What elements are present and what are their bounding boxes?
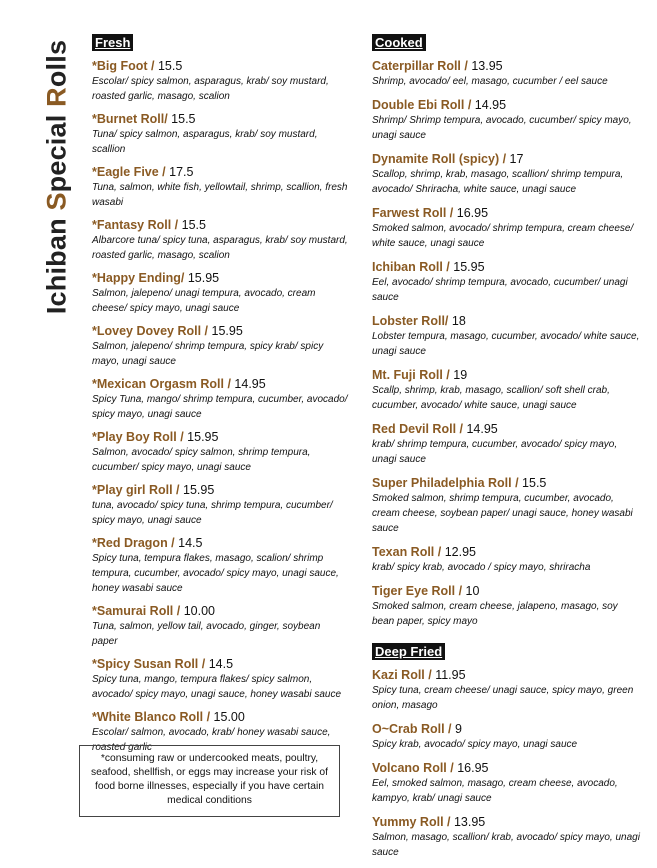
menu-item	[372, 58, 640, 89]
cooked-list	[372, 58, 640, 629]
menu-item	[372, 475, 640, 536]
menu-item-name: Tiger Eye Roll /	[372, 584, 463, 598]
menu-item-description: Scallop, shrimp, krab, masago, scallion/ shrimp tempura, avocado/ Shriracha, white sauce, unagi sauce	[372, 169, 624, 195]
menu-item-title	[92, 217, 348, 233]
menu-item-description: Albarcore tuna/ spicy tuna, asparagus, krab/ soy mustard, roasted garlic, masago, scalion	[92, 235, 348, 261]
menu-item-title	[92, 270, 348, 286]
menu-item	[372, 151, 640, 197]
menu-item-title	[372, 814, 640, 830]
menu-item-name: *Red Dragon /	[92, 536, 175, 550]
menu-item	[372, 544, 640, 575]
menu-item-description: Salmon, avocado/ spicy salmon, shrimp tempura, cucumber/ spicy mayo, unagi sauce	[92, 447, 311, 473]
menu-item-description: Smoked salmon, avocado/ shrimp tempura, cream cheese/ white sauce, unagi sauce	[372, 223, 634, 249]
menu-item-title	[372, 151, 640, 167]
menu-item-price: 15.95	[449, 260, 485, 274]
menu-item-description: Tuna, salmon, yellow tail, avocado, ginger, soybean paper	[92, 621, 321, 647]
menu-item-name: *Fantasy Roll /	[92, 218, 179, 232]
menu-item-title	[92, 164, 348, 180]
menu-item-price: 13.95	[467, 59, 503, 73]
menu-item	[92, 164, 348, 210]
menu-item-price: 10.00	[180, 604, 215, 618]
menu-item-price: 14.5	[205, 657, 234, 671]
menu-item-name: Texan Roll /	[372, 545, 442, 559]
menu-item-name: O~Crab Roll /	[372, 722, 452, 736]
menu-item-title	[92, 111, 348, 127]
menu-item-price: 14.95	[471, 98, 507, 112]
menu-item	[372, 583, 640, 629]
title-word-ichiban: Ichiban	[41, 210, 72, 315]
menu-item-description: Spicy tuna, cream cheese/ unagi sauce, spicy mayo, green onion, masago	[372, 685, 634, 711]
menu-item-name: Kazi Roll /	[372, 668, 432, 682]
menu-item-title	[372, 760, 640, 776]
menu-item-title	[372, 367, 640, 383]
menu-item	[92, 270, 348, 316]
fresh-column	[92, 34, 348, 762]
menu-item-price: 14.95	[463, 422, 498, 436]
menu-item	[372, 205, 640, 251]
menu-item-title	[372, 259, 640, 275]
cooked-column	[372, 34, 640, 868]
menu-item-name: Mt. Fuji Roll /	[372, 368, 450, 382]
menu-item-name: Volcano Roll /	[372, 761, 454, 775]
section-heading-deep-fried: Deep Fried	[372, 643, 445, 660]
menu-item-title	[372, 97, 640, 113]
title-letter-r: R	[41, 87, 72, 107]
menu-item-price: 17.5	[165, 165, 194, 179]
menu-item	[372, 667, 640, 713]
menu-item	[372, 259, 640, 305]
menu-item-name: Double Ebi Roll /	[372, 98, 472, 112]
menu-item	[372, 721, 640, 752]
menu-item	[92, 603, 348, 649]
menu-item-title	[372, 58, 640, 74]
menu-item-description: Tuna/ spicy salmon, asparagus, krab/ soy mustard, scallion	[92, 129, 318, 155]
menu-item-title	[92, 482, 348, 498]
menu-item-description: Spicy tuna, mango, tempura flakes/ spicy salmon, avocado/ spicy mayo, unagi sauce, honey wasabi sauce	[92, 674, 342, 700]
menu-item-price: 15.5	[518, 476, 547, 490]
menu-item-name: Ichiban Roll /	[372, 260, 450, 274]
menu-item-title	[92, 709, 348, 725]
menu-item	[372, 367, 640, 413]
menu-item	[92, 58, 348, 104]
menu-item-name: Super Philadelphia Roll /	[372, 476, 519, 490]
menu-item-title	[92, 603, 348, 619]
menu-item-title	[92, 429, 348, 445]
menu-item-price: 10	[462, 584, 480, 598]
menu-item-price: 18	[448, 314, 466, 328]
menu-item-description: Shrimp/ Shrimp tempura, avocado, cucumber/ spicy mayo, unagi sauce	[372, 115, 632, 141]
menu-item-price: 14.95	[230, 377, 266, 391]
menu-item-title	[372, 667, 640, 683]
menu-item-name: Dynamite Roll (spicy) /	[372, 152, 507, 166]
menu-item	[372, 814, 640, 860]
menu-item-price: 15.95	[208, 324, 243, 338]
title-word-pecial: pecial	[41, 106, 72, 193]
menu-item-description: Spicy krab, avocado/ spicy mayo, unagi sauce	[372, 739, 578, 750]
menu-item-name: *Play Boy Roll /	[92, 430, 184, 444]
menu-item-price: 15.5	[154, 59, 183, 73]
menu-item-name: Farwest Roll /	[372, 206, 454, 220]
menu-item-description: Salmon, jalepeno/ shrimp tempura, spicy krab/ spicy mayo, unagi sauce	[92, 341, 324, 367]
menu-item-price: 11.95	[431, 668, 466, 682]
menu-item-description: Escolar/ spicy salmon, asparagus, krab/ soy mustard, roasted garlic, masago, scalion	[92, 76, 329, 102]
menu-item-title	[372, 475, 640, 491]
menu-item-description: tuna, avocado/ spicy tuna, shrimp tempura, cucumber/ spicy mayo, unagi sauce	[92, 500, 333, 526]
menu-item-name: *Big Foot /	[92, 59, 155, 73]
menu-item-description: krab/ shrimp tempura, cucumber, avocado/ spicy mayo, unagi sauce	[372, 439, 618, 465]
menu-item	[92, 482, 348, 528]
menu-item-price: 19	[449, 368, 468, 382]
menu-item-price: 16.95	[453, 206, 489, 220]
menu-item-price: 13.95	[450, 815, 486, 829]
menu-item	[92, 111, 348, 157]
menu-item-price: 15.5	[167, 112, 196, 126]
menu-item-price: 15.5	[178, 218, 206, 232]
menu-item-description: Smoked salmon, cream cheese, jalapeno, masago, soy bean paper, spicy mayo	[372, 601, 618, 627]
menu-item-title	[92, 323, 348, 339]
menu-item-description: Eel, avocado/ shrimp tempura, avocado, cucumber/ unagi sauce	[372, 277, 628, 303]
menu-item-title	[92, 58, 348, 74]
menu-item-name: Caterpillar Roll /	[372, 59, 468, 73]
menu-item-title	[92, 376, 348, 392]
menu-item-title	[372, 313, 640, 329]
menu-item-name: *Happy Ending/	[92, 271, 185, 285]
menu-item-name: *Spicy Susan Roll /	[92, 657, 206, 671]
menu-item-title	[372, 544, 640, 560]
menu-item-name: *Mexican Orgasm Roll /	[92, 377, 231, 391]
menu-item-name: *Eagle Five /	[92, 165, 166, 179]
menu-item-title	[372, 205, 640, 221]
menu-item-description: Eel, smoked salmon, masago, cream cheese, avocado, kampyo, krab/ unagi sauce	[372, 778, 618, 804]
section-heading-cooked: Cooked	[372, 34, 426, 51]
menu-item-price: 14.5	[174, 536, 203, 550]
menu-item-name: *Samurai Roll /	[92, 604, 181, 618]
menu-item-price: 12.95	[441, 545, 476, 559]
menu-item	[372, 313, 640, 359]
menu-item-description: Smoked salmon, shrimp tempura, cucumber, avocado, cream cheese, soybean paper/ unagi sauce, honey wasabi sauce	[372, 493, 633, 534]
menu-item-description: krab/ spicy krab, avocado / spicy mayo, shriracha	[372, 562, 591, 573]
menu-item-name: Red Devil Roll /	[372, 422, 463, 436]
menu-item-price: 17	[506, 152, 524, 166]
menu-item	[92, 217, 348, 263]
menu-item	[372, 421, 640, 467]
title-letter-s: S	[41, 192, 72, 211]
menu-item	[92, 429, 348, 475]
menu-item-price: 16.95	[453, 761, 489, 775]
menu-item-name: *Lovey Dovey Roll /	[92, 324, 209, 338]
menu-item-description: Scallp, shrimp, krab, masago, scallion/ soft shell crab, cucumber, avocado/ white sauce, unagi sauce	[372, 385, 610, 411]
menu-item-description: Shrimp, avocado/ eel, masago, cucumber / eel sauce	[372, 76, 608, 87]
menu-item-description: Tuna, salmon, white fish, yellowtail, shrimp, scallion, fresh wasabi	[92, 182, 348, 208]
menu-item-description: Salmon, jalepeno/ unagi tempura, avocado, cream cheese/ spicy mayo, unagi sauce	[92, 288, 316, 314]
deep-fried-list	[372, 667, 640, 860]
food-safety-notice: *consuming raw or undercooked meats, poultry, seafood, shellfish, or eggs may increase your risk of food borne illnesses, especially if you have certain medical conditions	[79, 745, 340, 817]
menu-item-name: *Burnet Roll/	[92, 112, 168, 126]
menu-item-name: *Play girl Roll /	[92, 483, 180, 497]
menu-item	[92, 656, 348, 702]
menu-item	[372, 760, 640, 806]
menu-item-price: 15.95	[183, 430, 219, 444]
menu-item-title	[372, 421, 640, 437]
menu-item-description: Escolar/ salmon, avocado, krab/ honey wasabi sauce, roasted garlic	[92, 727, 331, 753]
menu-item	[92, 535, 348, 596]
menu-item-price: 15.00	[210, 710, 245, 724]
menu-item	[92, 376, 348, 422]
menu-item	[92, 323, 348, 369]
menu-item-description: Spicy Tuna, mango/ shrimp tempura, cucumber, avocado/ spicy mayo, unagi sauce	[92, 394, 348, 420]
menu-item-name: *White Blanco Roll /	[92, 710, 211, 724]
section-heading-fresh: Fresh	[92, 34, 133, 51]
menu-item	[372, 97, 640, 143]
menu-item-price: 9	[451, 722, 462, 736]
menu-item-title	[92, 656, 348, 672]
menu-item-title	[372, 583, 640, 599]
menu-item-name: Lobster Roll/	[372, 314, 449, 328]
menu-item-name: Yummy Roll /	[372, 815, 451, 829]
menu-title	[34, 39, 80, 315]
menu-item-title	[92, 535, 348, 551]
menu-item-price: 15.95	[179, 483, 215, 497]
title-word-olls: olls	[41, 39, 72, 88]
menu-item-title	[372, 721, 640, 737]
menu-item-description: Spicy tuna, tempura flakes, masago, scalion/ shrimp tempura, cucumber, avocado/ spicy mayo, unagi sauce, honey wasabi sauce	[92, 553, 339, 594]
menu-item-description: Salmon, masago, scallion/ krab, avocado/ spicy mayo, unagi sauce	[372, 832, 640, 858]
menu-item-price: 15.95	[184, 271, 220, 285]
fresh-list	[92, 58, 348, 755]
menu-item-description: Lobster tempura, masago, cucumber, avocado/ white sauce, unagi sauce	[372, 331, 640, 357]
